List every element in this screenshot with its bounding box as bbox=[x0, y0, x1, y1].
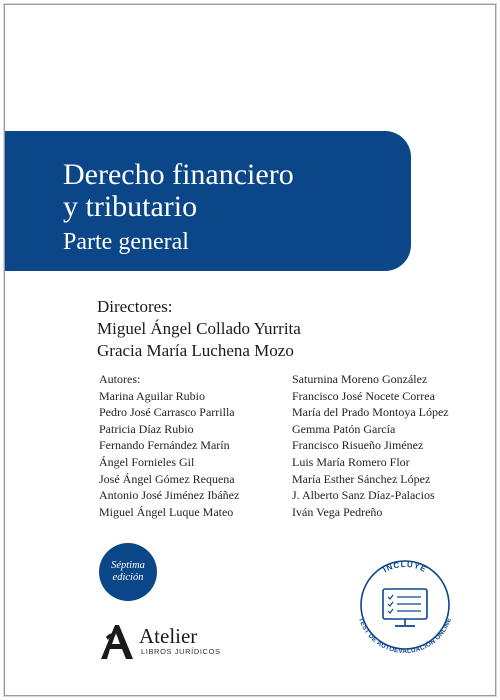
directors-label: Directores: bbox=[97, 297, 173, 316]
title-line-2: y tributario bbox=[63, 190, 198, 223]
authors-left-column bbox=[99, 371, 239, 520]
edition-line-1: Séptima bbox=[111, 560, 145, 571]
subtitle: Parte general bbox=[63, 229, 189, 255]
author-name: Francisco Risueño Jiménez bbox=[292, 438, 424, 453]
seal-top-text: INCLUYE bbox=[381, 559, 429, 575]
director-name: Gracia María Luchena Mozo bbox=[97, 341, 294, 360]
atelier-logo-icon bbox=[97, 623, 137, 661]
title-line-1: Derecho financiero bbox=[63, 158, 294, 191]
author-name: Fernando Fernández Marín bbox=[99, 438, 230, 453]
author-name: Antonio José Jiménez Ibáñez bbox=[99, 488, 240, 503]
author-name: Marina Aguilar Rubio bbox=[99, 388, 205, 403]
online-test-seal bbox=[345, 545, 465, 665]
author-name: José Ángel Gómez Requena bbox=[99, 471, 235, 486]
title-band bbox=[5, 131, 411, 271]
edition-badge bbox=[99, 543, 157, 601]
authors-right-column bbox=[292, 371, 449, 520]
publisher-subtitle: LIBROS JURÍDICOS bbox=[141, 647, 221, 656]
publisher-name: Atelier bbox=[139, 624, 198, 648]
author-name: María del Prado Montoya López bbox=[292, 405, 449, 420]
authors-label: Autores: bbox=[99, 372, 141, 386]
author-name: Gemma Patón García bbox=[292, 421, 396, 436]
book-cover bbox=[4, 4, 496, 696]
author-name: Pedro José Carrasco Parrilla bbox=[99, 405, 235, 420]
seal-bottom-text: TEST DE AUTOEVALUACIÓN ONLINE bbox=[357, 616, 453, 656]
author-name: Francisco José Nocete Correa bbox=[292, 388, 435, 403]
author-name: María Esther Sánchez López bbox=[292, 471, 431, 486]
author-name: Patricia Díaz Rubio bbox=[99, 421, 194, 436]
monitor-checklist-icon bbox=[383, 589, 427, 626]
author-name: Ángel Fornieles Gil bbox=[99, 454, 195, 469]
author-name: J. Alberto Sanz Díaz-Palacios bbox=[292, 488, 435, 503]
author-name: Saturnina Moreno González bbox=[292, 372, 428, 386]
author-name: Luis María Romero Flor bbox=[292, 454, 410, 469]
author-name: Miguel Ángel Luque Mateo bbox=[99, 504, 234, 519]
edition-line-2: edición bbox=[112, 572, 144, 583]
director-name: Miguel Ángel Collado Yurrita bbox=[97, 319, 301, 338]
svg-text:INCLUYE bbox=[382, 560, 429, 574]
directors-block bbox=[97, 296, 301, 362]
author-name: Iván Vega Pedreño bbox=[292, 504, 383, 519]
